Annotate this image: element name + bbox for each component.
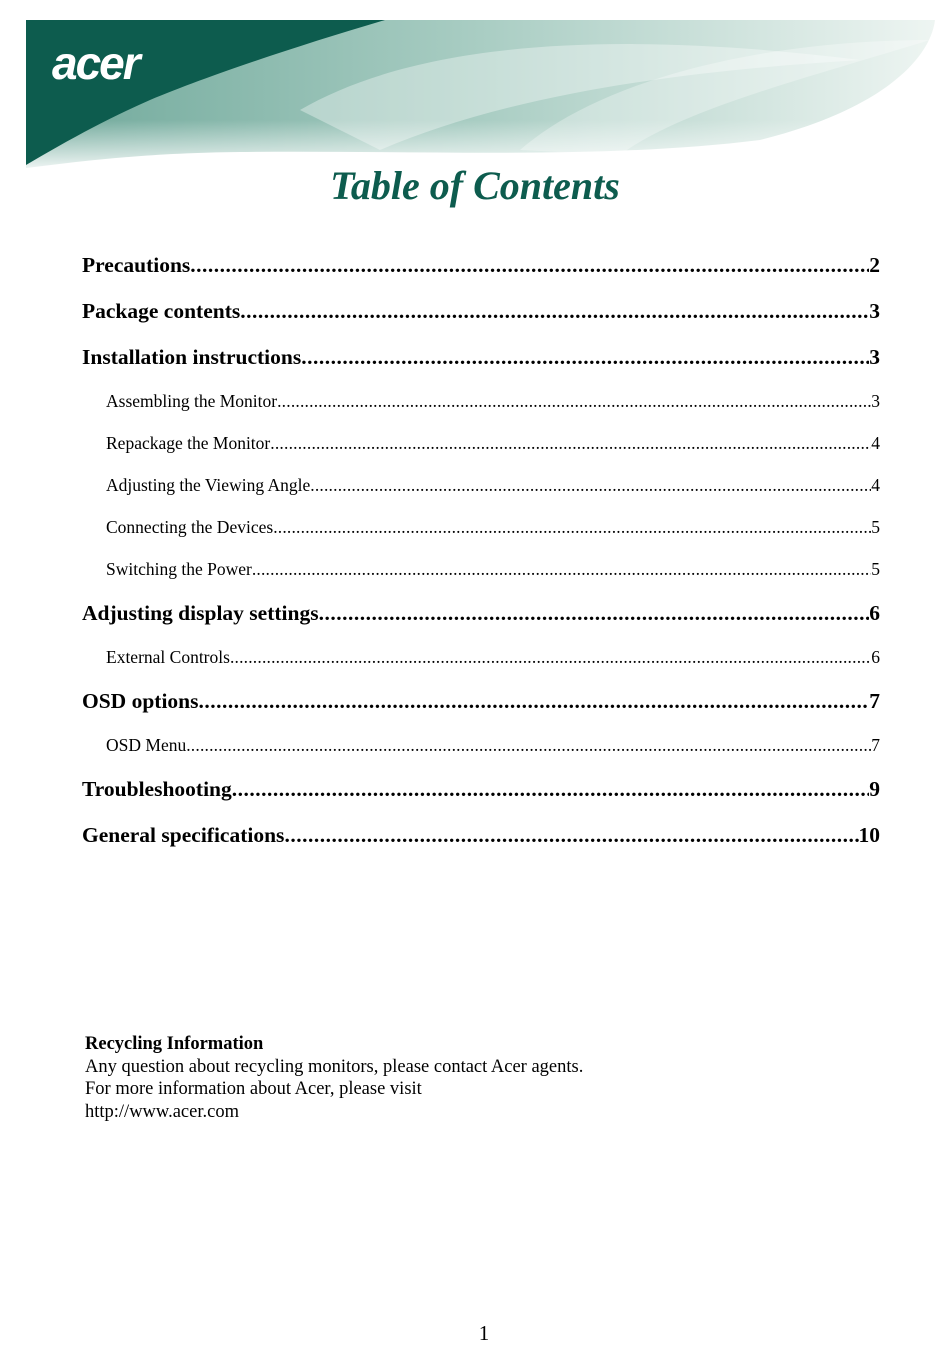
toc-entry[interactable] bbox=[82, 506, 880, 548]
toc-entry-page: 4 bbox=[871, 475, 880, 495]
toc-dot-leader bbox=[240, 288, 869, 334]
toc-dot-leader bbox=[273, 506, 871, 548]
toc-entry[interactable] bbox=[82, 380, 880, 422]
toc-entry-page: 6 bbox=[869, 601, 880, 625]
toc-entry-page: 2 bbox=[869, 253, 880, 277]
recycling-line: Any question about recycling monitors, please contact Acer agents. bbox=[85, 1056, 584, 1077]
toc-entry-page: 5 bbox=[871, 517, 880, 537]
header-banner bbox=[0, 0, 950, 175]
toc-entry-page: 4 bbox=[871, 433, 880, 453]
toc-entry-label: Troubleshooting bbox=[82, 777, 232, 801]
toc-dot-leader bbox=[301, 334, 869, 380]
toc-entry-label: Repackage the Monitor bbox=[106, 433, 271, 453]
toc-entry[interactable] bbox=[82, 678, 880, 724]
toc-dot-leader bbox=[230, 636, 871, 678]
toc-entry-label: Switching the Power bbox=[106, 559, 252, 579]
toc-entry[interactable] bbox=[82, 812, 880, 858]
toc-entry[interactable] bbox=[82, 422, 880, 464]
toc-dot-leader bbox=[252, 548, 871, 590]
toc-entry-page: 3 bbox=[871, 391, 880, 411]
toc-dot-leader bbox=[199, 678, 870, 724]
toc-entry-label: Package contents bbox=[82, 299, 241, 323]
acer-logo: acer bbox=[52, 37, 139, 89]
toc-entry-label: External Controls bbox=[106, 647, 230, 667]
toc-entry-label: Assembling the Monitor bbox=[106, 391, 278, 411]
toc-dot-leader bbox=[319, 590, 870, 636]
toc-dot-leader bbox=[310, 464, 871, 506]
toc-entry-page: 7 bbox=[869, 689, 880, 713]
toc-entry-page: 6 bbox=[871, 647, 880, 667]
header-swoosh-graphic bbox=[0, 0, 950, 175]
toc-entry[interactable] bbox=[82, 548, 880, 590]
toc-entry-page: 3 bbox=[869, 345, 880, 369]
page-number: 1 bbox=[478, 1321, 490, 1345]
toc-dot-leader bbox=[186, 724, 871, 766]
toc-entry[interactable] bbox=[82, 464, 880, 506]
toc-entry-label: Installation instructions bbox=[82, 345, 302, 369]
toc-dot-leader bbox=[232, 766, 870, 812]
toc-dot-leader bbox=[270, 422, 871, 464]
page-title: Table of Contents bbox=[330, 163, 620, 208]
toc-entry-page: 10 bbox=[858, 823, 880, 847]
toc-entry[interactable] bbox=[82, 334, 880, 380]
table-of-contents bbox=[82, 242, 880, 858]
toc-entry-label: Adjusting the Viewing Angle bbox=[106, 475, 311, 495]
toc-dot-leader bbox=[284, 812, 858, 858]
toc-entry-label: Connecting the Devices bbox=[106, 517, 274, 537]
toc-entry[interactable] bbox=[82, 636, 880, 678]
recycling-line: For more information about Acer, please visit bbox=[85, 1079, 422, 1099]
toc-entry[interactable] bbox=[82, 766, 880, 812]
toc-entry-label: OSD Menu bbox=[106, 735, 187, 755]
toc-entry-label: Precautions bbox=[82, 253, 191, 277]
toc-entry-page: 9 bbox=[869, 777, 880, 801]
toc-dot-leader bbox=[190, 242, 869, 288]
toc-entry[interactable] bbox=[82, 724, 880, 766]
toc-entry-label: General specifications bbox=[82, 823, 285, 847]
recycling-url[interactable]: http://www.acer.com bbox=[85, 1101, 239, 1122]
toc-entry-page: 5 bbox=[871, 559, 880, 579]
toc-entry[interactable] bbox=[82, 242, 880, 288]
toc-dot-leader bbox=[277, 380, 871, 422]
recycling-information bbox=[85, 1033, 583, 1123]
toc-entry-page: 3 bbox=[869, 299, 880, 323]
toc-entry[interactable] bbox=[82, 590, 880, 636]
toc-entry-page: 7 bbox=[871, 735, 880, 755]
toc-entry[interactable] bbox=[82, 288, 880, 334]
toc-entry-label: OSD options bbox=[82, 689, 199, 713]
toc-entry-label: Adjusting display settings bbox=[82, 601, 319, 625]
recycling-title: Recycling Information bbox=[85, 1034, 264, 1054]
